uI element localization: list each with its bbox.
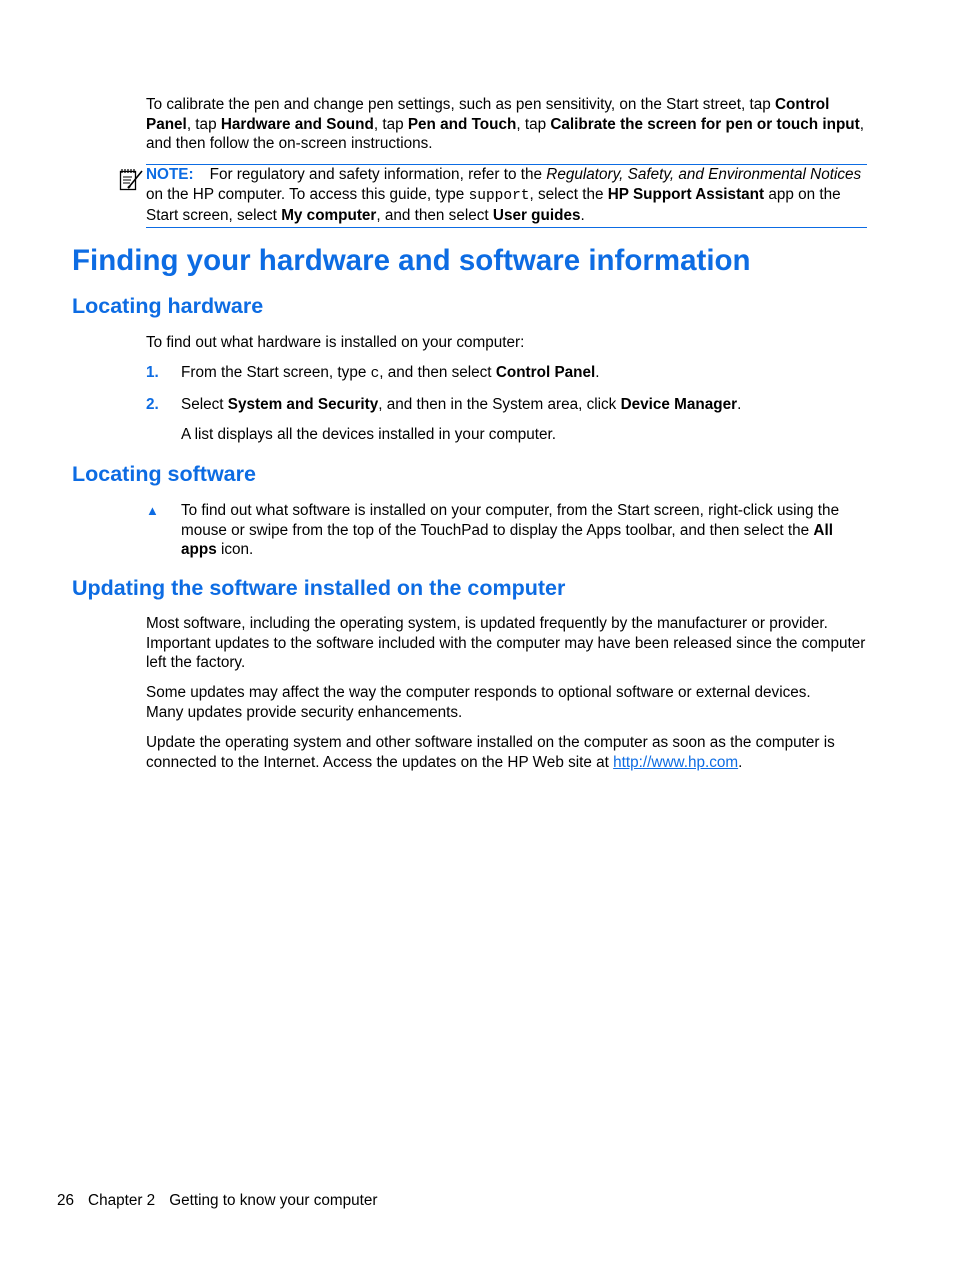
page-footer	[57, 1191, 392, 1211]
page-number: 26	[57, 1192, 75, 1209]
hp-website-link[interactable]: http://www.hp.com	[613, 753, 739, 771]
hardware-step-1	[181, 363, 871, 385]
step-text: .	[737, 396, 742, 413]
intro-bold-calibrate: Calibrate the screen for pen or touch input	[550, 115, 860, 133]
intro-bold-hardware-and-sound: Hardware and Sound	[220, 115, 374, 133]
note-bold-hp-support-assistant: HP Support Assistant	[607, 185, 765, 203]
hardware-step-2	[181, 395, 871, 415]
section-heading-locating-hardware: Locating hardware	[72, 294, 264, 318]
software-text: To find out what software is installed on your computer, from the Start screen, right-click using the mouse or swipe from the top of the TouchPad to display the Apps toolbar, and then select the	[181, 502, 840, 539]
software-instruction	[181, 501, 853, 560]
note-text: , select the	[529, 185, 608, 203]
intro-text: , and then follow the on-screen instructions.	[146, 115, 864, 152]
footer-chapter: Chapter 2	[88, 1192, 156, 1209]
software-bold-all-apps: All apps	[181, 521, 833, 558]
note-pad-icon	[118, 167, 144, 193]
note-italic-guide-title: Regulatory, Safety, and Environmental Notices	[546, 166, 862, 183]
step-code-c: c	[370, 366, 380, 382]
note-code-support: support	[468, 187, 530, 204]
intro-paragraph	[146, 95, 868, 154]
page-title: Finding your hardware and software information	[72, 244, 751, 277]
step-number-2: 2.	[146, 396, 159, 413]
hardware-intro: To find out what hardware is installed on your computer:	[146, 334, 525, 351]
note-bold-user-guides: User guides	[492, 207, 581, 224]
step-bold-device-manager: Device Manager	[620, 396, 738, 413]
note-box	[146, 164, 867, 228]
step-number-1: 1.	[146, 364, 159, 381]
step-text: From the Start screen, type	[181, 364, 371, 381]
intro-text: , tap	[516, 115, 551, 133]
note-text: on the HP computer. To access this guide, type	[146, 185, 469, 203]
note-paragraph	[146, 165, 867, 226]
intro-text: , tap	[186, 115, 221, 133]
updating-text: Update the operating system and other software installed on the computer as soon as the computer is connected to the Internet. Access the updates on the HP Web site at	[146, 734, 835, 771]
updating-paragraph-1: Most software, including the operating system, is updated frequently by the manufacturer or provider. Important updates to the software included with the computer may have been released since the computer left the factory.	[146, 615, 866, 671]
intro-text: , tap	[373, 115, 408, 133]
triangle-bullet-icon: ▲	[146, 503, 159, 518]
intro-bold-pen-and-touch: Pen and Touch	[407, 115, 517, 133]
step-bold-control-panel: Control Panel	[495, 364, 596, 381]
note-text: app on the Start screen, select	[146, 185, 841, 224]
step-text: Select	[181, 396, 228, 413]
software-text: icon.	[216, 541, 254, 558]
step-text: .	[595, 364, 600, 381]
section-heading-locating-software: Locating software	[72, 462, 256, 486]
updating-text: .	[738, 753, 743, 771]
note-label: NOTE:	[146, 166, 194, 183]
note-text: For regulatory and safety information, refer to the	[209, 166, 547, 183]
step-bold-system-and-security: System and Security	[227, 396, 379, 413]
note-text: , and then select	[376, 207, 493, 224]
step-text: , and then in the System area, click	[378, 396, 621, 413]
intro-text: To calibrate the pen and change pen settings, such as pen sensitivity, on the Start street, tap	[146, 96, 775, 113]
step-text: , and then select	[379, 364, 496, 381]
updating-paragraph-2: Some updates may affect the way the computer responds to optional software or external devices. Many updates provide security enhancements.	[146, 684, 811, 721]
note-text: .	[580, 207, 585, 224]
note-bold-my-computer: My computer	[281, 207, 377, 224]
footer-chapter-title: Getting to know your computer	[169, 1192, 378, 1209]
intro-bold-control-panel: Control Panel	[146, 96, 830, 133]
updating-paragraph-3	[146, 733, 858, 772]
section-heading-updating-software: Updating the software installed on the computer	[72, 576, 566, 600]
hardware-step-2-result: A list displays all the devices installed in your computer.	[181, 426, 556, 443]
